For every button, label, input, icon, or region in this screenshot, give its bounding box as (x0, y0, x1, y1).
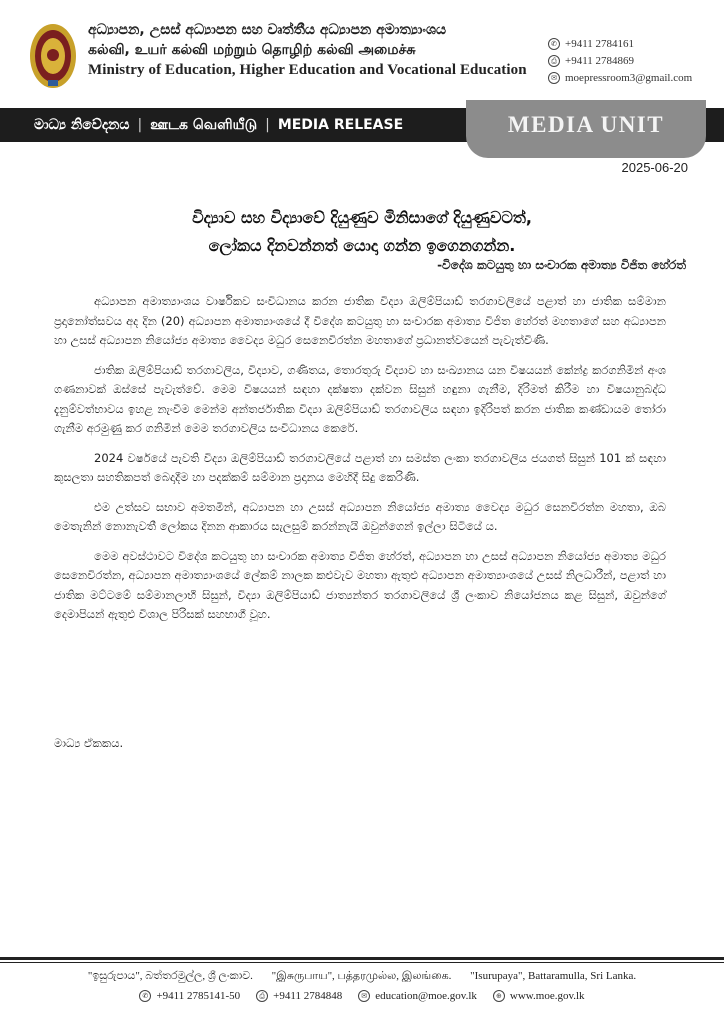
byline: -විදේශ කටයුතු හා සංචාරක අමාත්‍ය විජිත හේරත් (437, 258, 686, 272)
media-unit-label: MEDIA UNIT (507, 112, 665, 137)
email-icon: ✉ (548, 72, 560, 84)
headline (40, 204, 684, 260)
header-fax (548, 53, 718, 69)
footer-address (0, 970, 724, 984)
government-emblem-icon (28, 22, 78, 90)
banner-label-sinhala: මාධ්‍ය නිවේදනය (34, 117, 130, 133)
paragraph-1: අධ්‍යාපන අමාත්‍යාංශය වාර්ෂිකව සංවිධානය කරන ජාතික විද්‍යා ඔලිම්පියාඩ් තරගාවලියේ පළාත් හා ජාතික සම්මාන ප්‍රදානෝත්සවය අද දින (20) අධ්‍යාපන අමාත්‍යාංශයේ දී විදේශ කටයුතු හා සංචාරක අමාත්‍ය විජිත හේරත් මහතාගේ සහ අධ්‍යාපන හා උසස් අධ්‍යාපන නියෝජ්‍ය අමාත්‍ය වෛද්‍ය මධුර සෙනෙවිරත්න මහතාගේ ප්‍රධානත්වයෙන් පැවැත්විණි. (54, 294, 666, 347)
footer-address-english: "Isurupaya", Battaramulla, Sri Lanka. (470, 970, 637, 982)
footer-website-text: www.moe.gov.lk (509, 990, 585, 1002)
letterhead (0, 0, 724, 100)
header-contacts (548, 36, 718, 87)
ministry-name (88, 20, 528, 80)
footer-phone (139, 990, 240, 1002)
footer-email-text: education@moe.gov.lk (375, 990, 477, 1002)
headline-line-1: විද්‍යාව සහ විද්‍යාවේ දියුණුව මිනිසාගේ දියුණුවටත්, (192, 208, 532, 227)
fax-icon: ⎙ (548, 55, 560, 67)
footer-contacts (0, 990, 724, 1002)
footer-divider (0, 957, 724, 960)
ministry-name-sinhala: අධ්‍යාපන, උසස් අධ්‍යාපන සහ වෘත්තීය අධ්‍යාපන අමාත්‍යාංශය (88, 22, 447, 38)
footer-address-tamil: "இசுருபாய", பத்தரமுல்ல, இலங்கை. (271, 970, 452, 982)
banner-labels (34, 108, 403, 142)
phone-icon: ✆ (139, 990, 151, 1002)
footer-phone-text: +9411 2785141-50 (156, 990, 241, 1002)
footer-fax-text: +9411 2784848 (273, 990, 343, 1002)
footer-email (358, 990, 477, 1002)
signoff: මාධ්‍ය ඒකකය. (54, 736, 124, 750)
media-unit-tab (466, 100, 706, 158)
paragraph-2: ජාතික ඔලිම්පියාඩ් තරගාවලිය, විද්‍යාව, ගණිතය, තොරතුරු විද්‍යාව හා සංඛ්‍යානය යන විෂයයන් කේන්ද්‍ර කරගනිමින් අංශ ගණනාවක් ඔස්සේ පැවැත්වේ. මෙම විෂයයන් සඳහා දක්ෂතා දක්වන සිසුන් හඳුනා ගැනීම, දිරිමත් කිරීම හා විෂයානුබද්ධ දැනුම්වත්භාවය ඉහළ නැංවීම මෙන්ම අන්තර්ජාතික විද්‍යා ඔලිම්පියාඩ් තරගාවලිය සඳහා ඉදිරිපත් කරන ජාතික කණ්ඩායම තෝරා ගැනීම අරමුණු කර ගනිමින් මෙම තරගාවලිය සංවිධානය කෙරේ. (54, 362, 666, 435)
banner-separator: | (137, 117, 143, 133)
press-release-body (54, 292, 666, 635)
ministry-name-tamil: கல்வி, உயர் கல்வி மற்றும் தொழிற் கல்வி அமைச்சு (88, 42, 416, 58)
phone-icon: ✆ (548, 38, 560, 50)
ministry-name-english: Ministry of Education, Higher Education and Vocational Education (88, 62, 527, 78)
header-email (548, 70, 718, 86)
email-icon: ✉ (358, 990, 370, 1002)
header-phone (548, 36, 718, 52)
banner-label-tamil: ஊடக வெளியீடு (150, 117, 258, 133)
release-date: 2025-06-20 (621, 160, 688, 175)
footer-address-sinhala: "ඉසුරුපාය", බත්තරමුල්ල, ශ්‍රී ලංකාව. (87, 970, 253, 982)
headline-line-2: ලෝකය දිනවන්නත් යොදා ගන්න ඉගෙනගන්න. (208, 236, 516, 255)
web-icon: ⊕ (493, 990, 505, 1002)
paragraph-4: එම උත්සව සභාව අමතමින්, අධ්‍යාපන හා උසස් අධ්‍යාපන නියෝජ්‍ය අමාත්‍ය වෛද්‍ය මධුර සෙනවිරත්න මහතා, ඔබ මෙතැනින් නොනැවතී ලෝකය දිනන ආකාරය සැලසුම් කරන්නැයි ඔවුන්ගෙන් ඉල්ලා සිටියේ ය. (54, 499, 666, 533)
footer-divider-thin (0, 962, 724, 963)
header-fax-text: +9411 2784869 (565, 55, 635, 67)
header-phone-text: +9411 2784161 (565, 38, 635, 50)
paragraph-3: 2024 වර්ෂයේ පැවති විද්‍යා ඔලිම්පියාඩ් තරගාවලියේ පළාත් හා සමස්ත ලංකා තරගාවලිය ජයගත් සිසුන් 101 ක් සඳහා කුසලතා සහතිකපත් බෙදාදීම හා පදක්කම් සම්මාන ප්‍රදානය මෙහිදී සිදු කෙරිණි. (54, 450, 666, 484)
banner-label-english: MEDIA RELEASE (277, 117, 404, 133)
header-email-text: moepressroom3@gmail.com (565, 72, 693, 84)
banner-separator: | (265, 117, 270, 133)
footer-website (493, 990, 585, 1002)
paragraph-5: මෙම අවස්ථාවට විදේශ කටයුතු හා සංචාරක අමාත්‍ය විජිත හේරත්, අධ්‍යාපන හා උසස් අධ්‍යාපන නියෝජ්‍ය අමාත්‍ය මධුර සෙනෙවිරත්න, අධ්‍යාපන අමාත්‍යාංශයේ ලේකම් නාලක කළුවැව මහතා ඇතුළු අධ්‍යාපන අමාත්‍යාංශයේ උසස් නිලධාරීන්, පළාත් හා ජාතික මට්ටමේ සම්මානලාභී සිසුන්, විද්‍යා ඔලිම්පියාඩ් ජාත්‍යන්තර තරගාවලියේ ශ්‍රී ලංකාව නියෝජනය කළ සිසුන්, ඔවුන්ගේ දෙමාපියන් ඇතුළු විශාල පිරිසක් සහභාගී වූහ. (54, 548, 666, 621)
fax-icon: ⎙ (256, 990, 268, 1002)
footer-fax (256, 990, 342, 1002)
